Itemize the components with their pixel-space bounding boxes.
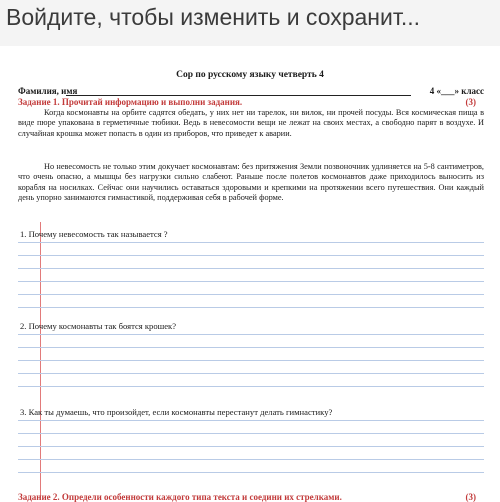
answer-line (18, 242, 484, 243)
answer-line (18, 281, 484, 282)
question-1: 1. Почему невесомость так называется ? (20, 229, 168, 239)
name-underline (66, 95, 411, 96)
question-2: 2. Почему космонавты так боятся крошек? (20, 321, 177, 331)
answer-line (18, 373, 484, 374)
task2-score: (3) (465, 492, 476, 502)
answer-line (18, 268, 484, 269)
answer-line (18, 347, 484, 348)
name-label: Фамилия, имя (18, 86, 78, 96)
answer-line (18, 433, 484, 434)
sign-in-to-edit-banner-text[interactable]: Войдите, чтобы изменить и сохранит... (6, 4, 421, 30)
task2-heading (18, 492, 476, 502)
answer-line (18, 386, 484, 387)
task2-label: Задание 2. Определи особенности каждого типа текста и соедини их стрелками. (18, 492, 342, 502)
answer-lines-1 (18, 242, 484, 318)
answer-line (18, 459, 484, 460)
answer-line (18, 294, 484, 295)
worksheet-document (0, 46, 500, 500)
task1-score: (3) (465, 97, 476, 107)
task1-label: Задание 1. Прочитай информацию и выполни задания. (18, 97, 243, 107)
answer-lines-3 (18, 420, 484, 490)
answer-line (18, 255, 484, 256)
task1-heading (18, 97, 476, 107)
top-banner[interactable] (0, 0, 500, 47)
answer-lines-2 (18, 334, 484, 404)
text-paragraph-1: Когда космонавты на орбите садятся обедать, у них нет ни тарелок, ни вилок, ни прочей посуды. Вся космическая пища в виде пюре упакована в герметичные тюбики. Ведь в невесомости вещи не лежат на своих местах, а свободно парят в воздухе. И случайная крошка может попасть в один из приборов, что приведет к аварии. (18, 108, 484, 138)
answer-line (18, 307, 484, 308)
question-3: 3. Как ты думаешь, что произойдет, если космонавты перестанут делать гимнастику? (20, 407, 333, 417)
answer-line (18, 360, 484, 361)
text-paragraph-2: Но невесомость не только этим докучает космонавтам: без притяжения Земли позвоночник удлиняется на 5-8 сантиметров, что очень опасно, а мышцы без нагрузки сильно слабеют. Раньше после полетов космонавтов даже приходилось выносить из корабля на носилках. Сейчас они научились оставаться здоровыми и крепкими на протяжении всего путешествия. Они каждый день упорно занимаются гимнастикой, поддерживая себя в рабочей форме. (18, 162, 484, 202)
answer-line (18, 446, 484, 447)
document-title: Сор по русскому языку четверть 4 (176, 70, 324, 80)
answer-line (18, 420, 484, 421)
answer-line (18, 334, 484, 335)
grade-label: 4 «___» класс (429, 86, 484, 96)
answer-line (18, 472, 484, 473)
